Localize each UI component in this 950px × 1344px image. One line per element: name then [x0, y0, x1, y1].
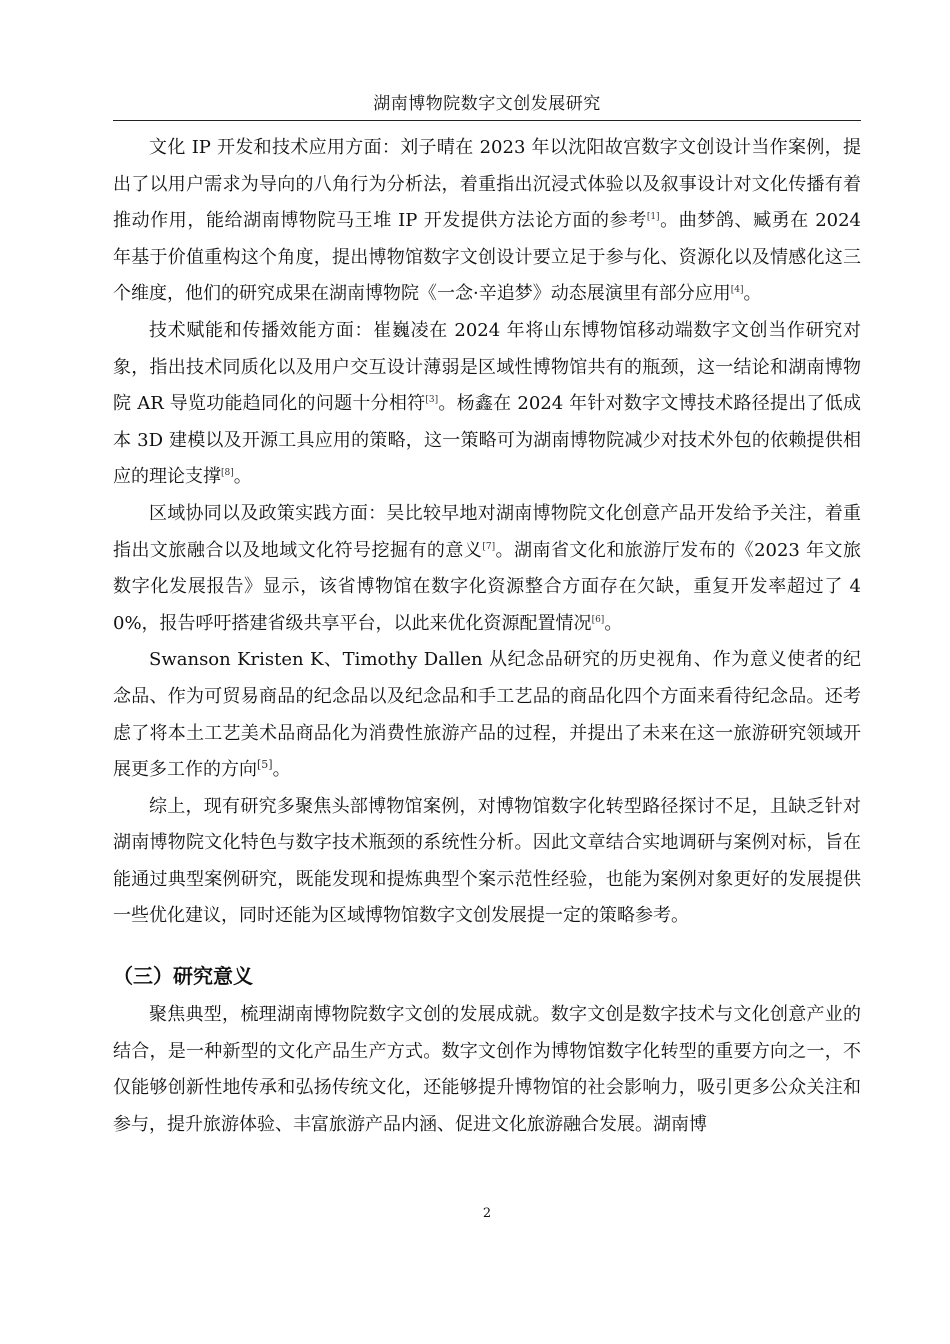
section-heading: （三）研究意义 [113, 964, 253, 989]
paragraph-text: 。杨鑫在 2024 年针对数字文博技术路径提出了低成本 3D 建模以及开源工具应用的策略，这一策略可为湖南博物院减少对技术外包的依赖提供相应的理论支撑 [113, 393, 862, 488]
header-rule [113, 120, 861, 121]
citation-marker: [5] [257, 758, 273, 772]
paragraph-text: 区域协同以及政策实践方面：吴比较早地对湖南博物院文化创意产品开发给予关注，着重指出文旅融合以及地域文化符号挖掘有的意义 [113, 502, 861, 561]
paragraph-regional-policy [113, 496, 861, 642]
paragraph-cultural-ip [113, 130, 861, 313]
paragraph-text: Swanson Kristen K、Timothy Dallen 从纪念品研究的历史视角、作为意义使者的纪念品、作为可贸易商品的纪念品以及纪念品和手工艺品的商品化四个方面来看待纪念品。还考虑了将本土工艺美术品商品化为消费性旅游产品的过程，并提出了未来在这一旅游研究领域开展更多工作的方向 [113, 649, 861, 781]
paragraph-text: 。曲梦鸽、臧勇在 2024 年基于价值重构这个角度，提出博物馆数字文创设计要立足于参与化、资源化以及情感化这三个维度，他们的研究成果在湖南博物院《一念·辛追梦》动态展演里有部分应用 [113, 210, 862, 305]
citation-marker: [4] [730, 285, 744, 296]
page-number: 2 [482, 1206, 492, 1221]
citation-marker: [8] [221, 468, 234, 479]
paragraph-text: 。 [272, 759, 291, 781]
paragraph-swanson [113, 642, 861, 788]
body-text [113, 130, 861, 1143]
citation-marker: [3] [425, 395, 439, 406]
paragraph-tech-empowerment [113, 313, 861, 496]
paragraph-text: 。 [743, 283, 762, 305]
paragraph-text: 技术赋能和传播效能方面：崔巍凌在 2024 年将山东博物馆移动端数字文创当作研究对象，指出技术同质化以及用户交互设计薄弱是区域性博物馆共有的瓶颈，这一结论和湖南博物院 AR 导览功能趋同化的问题十分相符 [113, 319, 861, 415]
paragraph-significance [113, 997, 861, 1143]
citation-marker: [1] [646, 212, 660, 223]
paragraph-text: 综上，现有研究多聚焦头部博物馆案例，对博物馆数字化转型路径探讨不足，且缺乏针对湖南博物院文化特色与数字技术瓶颈的系统性分析。因此文章结合实地调研与案例对标，旨在能通过典型案例研究，既能发现和提炼典型个案示范性经验，也能为案例对象更好的发展提供一些优化建议，同时还能为区域博物馆数字文创发展提一定的策略参考。 [113, 795, 861, 927]
paragraph-text: 聚焦典型，梳理湖南博物院数字文创的发展成就。数字文创是数字技术与文化创意产业的结合，是一种新型的文化产品生产方式。数字文创作为博物馆数字化转型的重要方向之一，不仅能够创新性地传承和弘扬传统文化，还能够提升博物馆的社会影响力，吸引更多公众关注和参与，提升旅游体验、丰富旅游产品内涵、促进文化旅游融合发展。湖南博 [113, 1004, 861, 1135]
citation-marker: [7] [482, 541, 496, 552]
paragraph-summary [113, 789, 861, 935]
paragraph-text: 。 [604, 612, 623, 634]
paragraph-text: 。湖南省文化和旅游厅发布的《2023 年文旅数字化发展报告》显示，该省博物馆在数字化资源整合方面存在欠缺，重复开发率超过了 40%，报告呼吁搭建省级共享平台，以此来优化资源配置情况 [113, 539, 861, 634]
paragraph-text: 。 [233, 466, 252, 488]
running-header: 湖南博物院数字文创发展研究 [373, 94, 601, 114]
paragraph-text: 文化 IP 开发和技术应用方面：刘子晴在 2023 年以沈阳故宫数字文创设计当作案例，提出了以用户需求为导向的八角行为分析法，着重指出沉浸式体验以及叙事设计对文化传播有着推动作用，能给湖南博物院马王堆 IP 开发提供方法论方面的参考 [113, 137, 861, 232]
citation-marker: [6] [591, 614, 605, 625]
